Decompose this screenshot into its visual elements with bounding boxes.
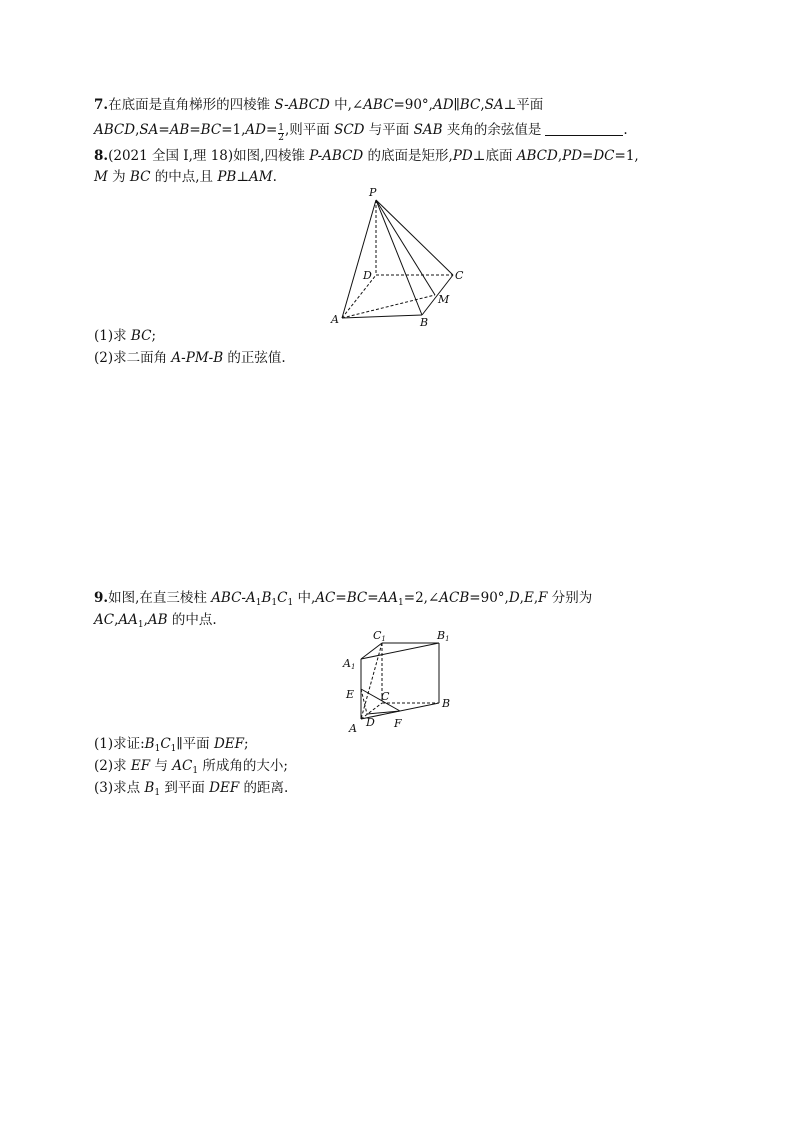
fraction-one-half: $\frac{1}{2}$: [278, 123, 285, 143]
prism-figure: [338, 626, 468, 738]
q8-part-1: (1)求 BC;: [94, 328, 156, 344]
label-D: D: [366, 716, 375, 729]
q9-part-2: (2)求 EF 与 $AC_1$ 所成角的大小;: [94, 758, 288, 776]
q9-part-1: (1)求证$:B_1C_1\parallel$平面 DEF;: [94, 736, 249, 754]
label-D: D: [363, 269, 372, 282]
q9-line-2: $AC,AA_1,AB$ 的中点.: [94, 612, 217, 630]
label-A: A: [331, 313, 339, 326]
q8-line-2: M 为 BC 的中点,且 PB⊥AM.: [94, 169, 277, 185]
label-A: A: [349, 722, 357, 735]
q8-line-1: 8.(2021 全国 Ⅰ,理 18)如图,四棱锥 P-ABCD 的底面是矩形,PD⊥底面 ABCD,PD=DC=1,: [94, 148, 639, 164]
label-M: M: [438, 293, 450, 306]
q9-part-3: (3)求点 $B_1$ 到平面 DEF 的距离.: [94, 780, 289, 798]
q8-number: 8.: [94, 148, 109, 164]
label-B: B: [420, 316, 429, 329]
q8-part-2: (2)求二面角 A-PM-B 的正弦值.: [94, 350, 286, 366]
label-B: B: [442, 697, 451, 710]
label-C1: C1: [373, 629, 386, 643]
label-B1: B1: [437, 629, 450, 643]
q9-number: 9.: [94, 590, 109, 606]
pyramid-figure: [320, 180, 480, 330]
label-P: P: [369, 186, 377, 199]
q7-number: 7.: [94, 97, 109, 113]
label-E: E: [346, 688, 355, 701]
answer-blank: [545, 123, 623, 136]
label-F: F: [394, 717, 402, 730]
q7-line-1: 7.在底面是直角梯形的四棱锥 S-ABCD 中,∠ABC=90°,AD∥BC,SA⊥平面: [94, 97, 544, 113]
label-C: C: [455, 269, 464, 282]
label-A1: A1: [343, 657, 356, 671]
q7-line-2: ABCD,SA=AB=BC=1,AD= $\frac{1}{2}$ ,则平面 SCD 与平面 SAB 夹角的余弦值是 .: [94, 122, 628, 143]
q9-line-1: 9.如图,在直三棱柱 ABC-$A_1B_1C_1$ 中$,AC=BC=AA_1=2,\angle ACB=90^\circ,D,E,F$ 分别为: [94, 590, 593, 608]
label-C: C: [381, 690, 390, 703]
